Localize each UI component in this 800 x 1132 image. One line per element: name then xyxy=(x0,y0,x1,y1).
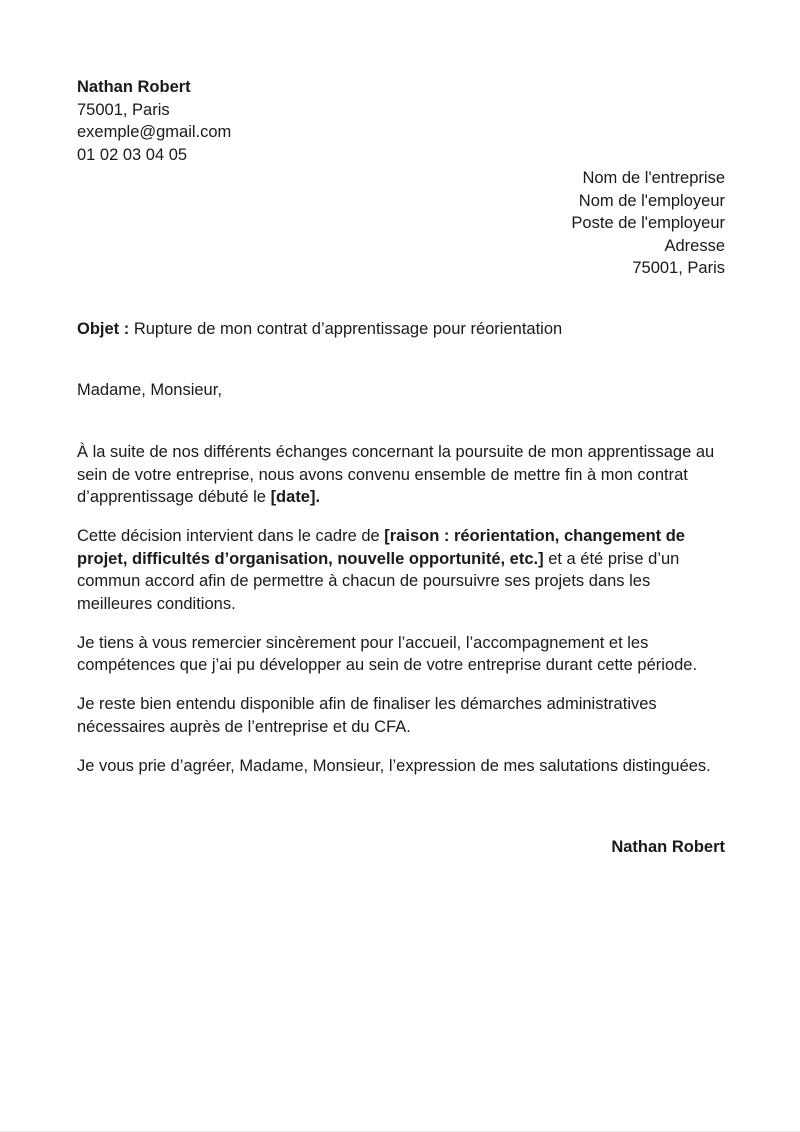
reason-placeholder: [raison : réorientation, changement de projet, difficultés d’organisation, nouvelle opportunité, etc.] xyxy=(77,527,685,568)
recipient-company: Nom de l'entreprise xyxy=(582,169,725,187)
sender-name: Nathan Robert xyxy=(77,78,191,96)
paragraph-5: Je vous prie d’agréer, Madame, Monsieur, l’expression de mes salutations distinguées. xyxy=(77,756,711,775)
recipient-address: Adresse xyxy=(664,236,725,255)
paragraph-2-text-before: Cette décision intervient dans le cadre de xyxy=(77,527,385,545)
recipient-city: 75001, Paris xyxy=(632,259,725,277)
sender-email: exemple@gmail.com xyxy=(77,123,232,141)
paragraph-1-text: À la suite de nos différents échanges concernant la poursuite de mon apprentissage au sein de votre entreprise, nous avons convenu ensemble de mettre fin à mon contrat d’apprentissage débuté le xyxy=(77,443,715,506)
date-placeholder: [date]. xyxy=(270,488,321,506)
paragraph-2-text-after: et a été prise d’un commun accord afin de permettre à chacun de poursuivre ses projets dans les meilleures conditions. xyxy=(77,549,680,613)
paragraph-1 xyxy=(77,441,725,509)
subject-label: Objet : xyxy=(77,320,130,338)
sender-city: 75001, Paris xyxy=(77,100,170,119)
sender-block xyxy=(77,76,725,166)
paragraph-3: Je tiens à vous remercier sincèrement pour l’accueil, l’accompagnement et les compétences que j’ai pu développer au sein de votre entreprise durant cette période. xyxy=(77,633,698,674)
subject-text: Rupture de mon contrat d’apprentissage pour réorientation xyxy=(129,320,563,338)
letter-body xyxy=(77,441,725,794)
paragraph-2 xyxy=(77,525,725,615)
recipient-employer: Nom de l'employeur xyxy=(578,191,725,210)
signature: Nathan Robert xyxy=(611,838,725,856)
salutation: Madame, Monsieur, xyxy=(77,381,222,399)
subject-line xyxy=(77,318,725,341)
sender-phone: 01 02 03 04 05 xyxy=(77,145,188,164)
recipient-position: Poste de l'employeur xyxy=(571,214,725,232)
recipient-block xyxy=(77,167,725,280)
paragraph-4: Je reste bien entendu disponible afin de finaliser les démarches administratives nécessaires auprès de l’entreprise et du CFA. xyxy=(77,695,657,736)
